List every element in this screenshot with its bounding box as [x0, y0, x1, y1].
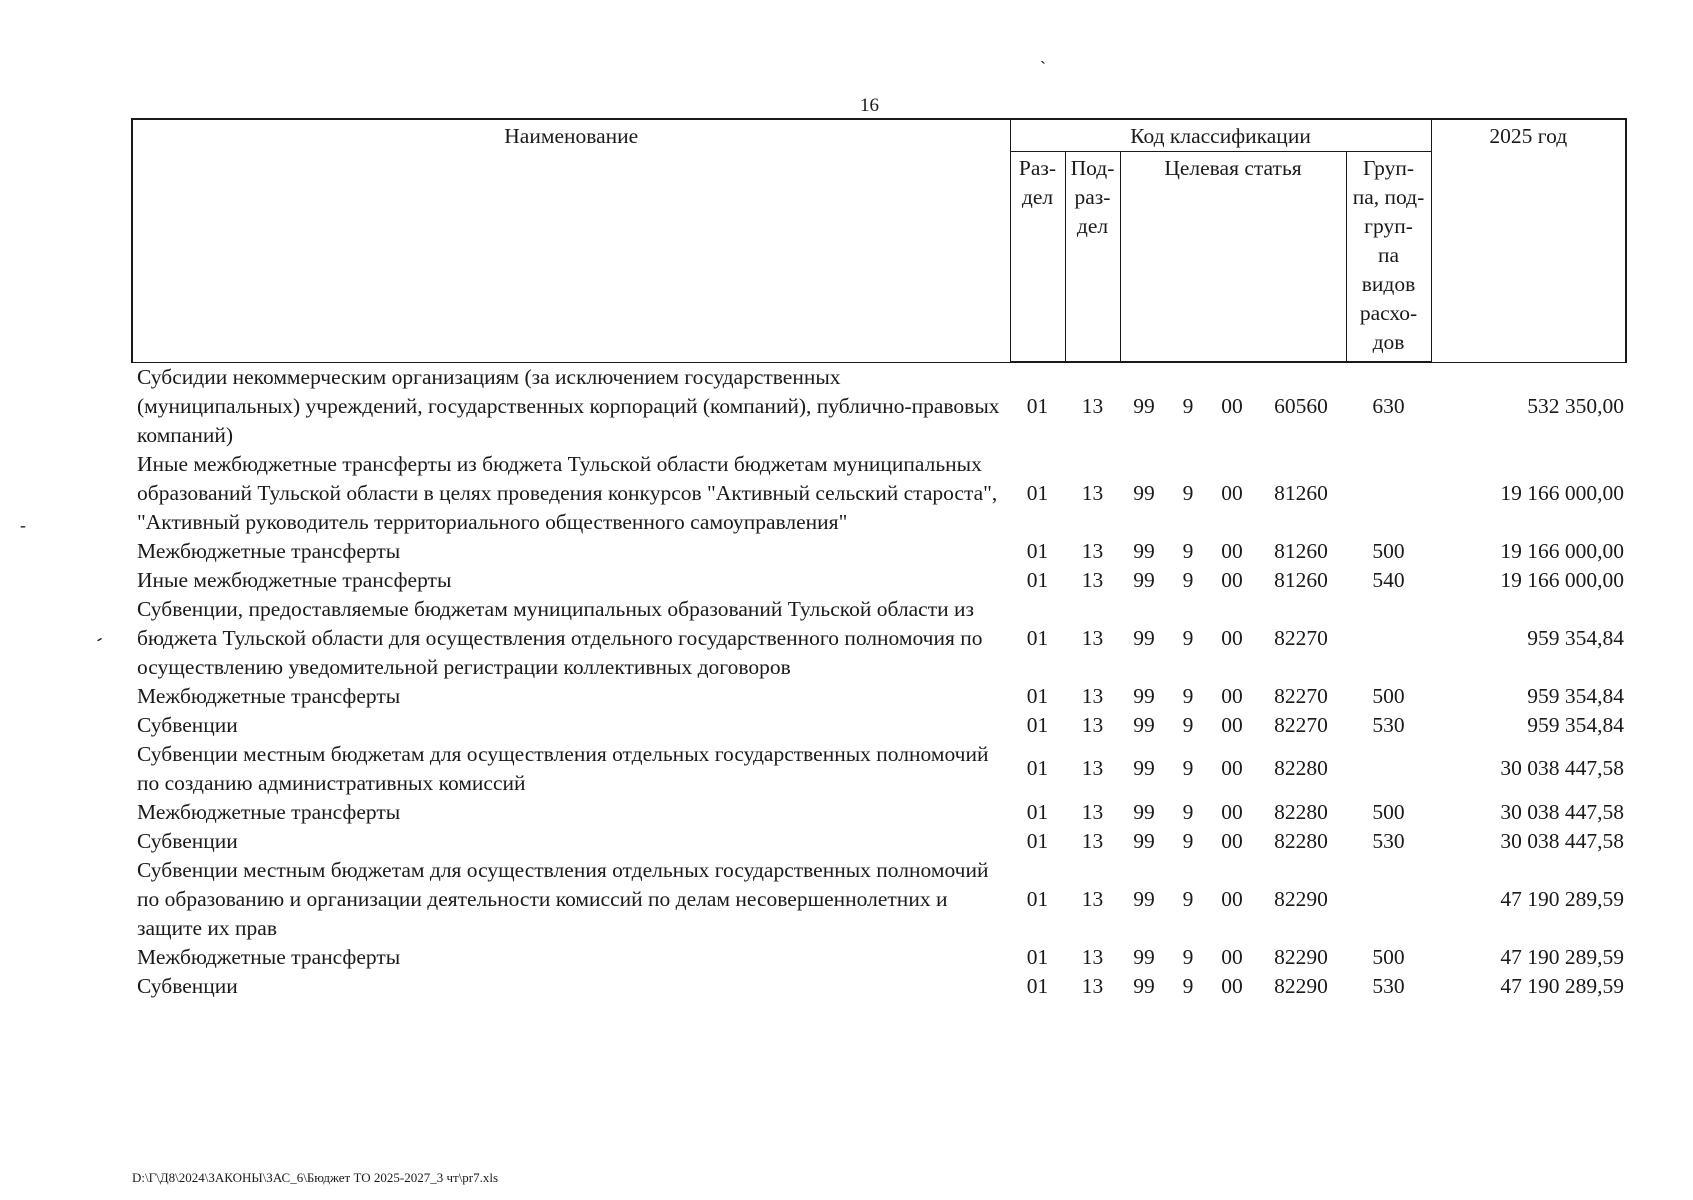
header-podrazdel: Под- раз- дел: [1065, 152, 1120, 363]
row-target-subprogram: 9: [1182, 828, 1194, 853]
row-target-direction: 00: [1221, 973, 1243, 998]
row-podrazdel: 13: [1081, 944, 1104, 969]
table-row: [132, 827, 1626, 856]
row-expense-group: [1346, 595, 1431, 682]
header-razdel: Раз- дел: [1010, 152, 1065, 363]
budget-table: [131, 118, 1627, 1001]
row-razdel: 01: [1026, 393, 1049, 418]
row-name: Иные межбюджетные трансферты: [137, 567, 452, 592]
row-target-code: 82270: [1274, 683, 1328, 708]
table-row: [132, 943, 1626, 972]
table-row: [132, 362, 1626, 450]
header-name: Наименование: [132, 119, 1010, 362]
row-amount: 47 190 289,59: [1500, 886, 1625, 911]
row-target-direction: 00: [1221, 886, 1243, 911]
row-podrazdel: 13: [1081, 886, 1104, 911]
row-podrazdel: 13: [1081, 683, 1104, 708]
row-expense-group: 530: [1372, 828, 1405, 853]
row-expense-group: 500: [1372, 799, 1405, 824]
row-name: Субвенции местным бюджетам для осуществления отдельных государственных полномочий по созданию административных комиссий: [137, 741, 989, 795]
table-body: [132, 362, 1626, 1001]
row-target-code: 82270: [1274, 625, 1328, 650]
row-podrazdel: 13: [1081, 538, 1104, 563]
row-podrazdel: 13: [1081, 756, 1104, 780]
row-expense-group: 540: [1372, 567, 1405, 592]
row-target-program: 99: [1133, 480, 1155, 505]
row-name: Субсидии некоммерческим организациям (за исключением государственных (муниципальных) учреждений, государственных корпораций (компаний), публично-правовых компаний): [137, 364, 1000, 447]
row-podrazdel: 13: [1081, 567, 1104, 592]
table-row: [132, 711, 1626, 740]
row-razdel: 01: [1026, 973, 1049, 998]
row-name: Межбюджетные трансферты: [137, 944, 401, 969]
row-target-subprogram: 9: [1182, 393, 1194, 418]
row-target-program: 99: [1133, 973, 1155, 998]
row-target-program: 99: [1133, 756, 1155, 780]
row-amount: 47 190 289,59: [1500, 944, 1625, 969]
footer-file-path: D:\Г\Д8\2024\ЗАКОНЫ\ЗАС_6\Бюджет ТО 2025-2027_3 чт\pr7.xls: [132, 1170, 499, 1185]
row-name: Субвенции: [137, 712, 238, 737]
row-target-direction: 00: [1221, 944, 1243, 969]
row-razdel: 01: [1026, 886, 1049, 911]
row-amount: 959 354,84: [1527, 683, 1625, 708]
row-target-subprogram: 9: [1182, 944, 1194, 969]
row-name: Субвенции: [137, 828, 238, 853]
row-razdel: 01: [1026, 538, 1049, 563]
row-razdel: 01: [1026, 799, 1049, 824]
row-razdel: 01: [1026, 480, 1049, 505]
row-amount: 19 166 000,00: [1500, 567, 1625, 592]
row-target-code: 82290: [1274, 886, 1328, 911]
row-target-program: 99: [1133, 567, 1155, 592]
row-target-code: 81260: [1274, 480, 1328, 505]
header-target: Целевая статья: [1120, 152, 1346, 363]
row-target-program: 99: [1133, 944, 1155, 969]
row-target-program: 99: [1133, 799, 1155, 824]
row-name: Субвенции, предоставляемые бюджетам муниципальных образований Тульской области из бюджета Тульской области для осуществления отдельного государственного полномочия по осуществлению уведомительной регистрации коллективных договоров: [137, 596, 983, 679]
row-target-direction: 00: [1221, 756, 1243, 780]
row-target-subprogram: 9: [1182, 756, 1194, 780]
table-row: [132, 566, 1626, 595]
row-expense-group: 630: [1372, 393, 1405, 418]
row-razdel: 01: [1026, 756, 1049, 780]
row-expense-group: 500: [1372, 538, 1405, 563]
row-razdel: 01: [1026, 828, 1049, 853]
row-target-program: 99: [1133, 538, 1155, 563]
row-target-subprogram: 9: [1182, 886, 1194, 911]
row-amount: 30 038 447,58: [1500, 828, 1625, 853]
row-amount: 959 354,84: [1527, 712, 1625, 737]
row-target-program: 99: [1133, 828, 1155, 853]
row-target-code: 82280: [1274, 799, 1328, 824]
row-expense-group: 500: [1372, 944, 1405, 969]
row-podrazdel: 13: [1081, 625, 1104, 650]
row-razdel: 01: [1026, 567, 1049, 592]
row-target-direction: 00: [1221, 683, 1243, 708]
row-target-direction: 00: [1221, 538, 1243, 563]
row-target-subprogram: 9: [1182, 625, 1194, 650]
table-row: [132, 450, 1626, 537]
row-target-program: 99: [1133, 393, 1155, 418]
row-expense-group: 530: [1372, 712, 1405, 737]
row-target-code: 82270: [1274, 712, 1328, 737]
scan-mark: ˏ: [1040, 44, 1046, 64]
header-year: 2025 год: [1431, 119, 1626, 362]
row-name: Межбюджетные трансферты: [137, 799, 401, 824]
row-expense-group: [1346, 450, 1431, 537]
row-target-subprogram: 9: [1182, 973, 1194, 998]
table-row: [132, 537, 1626, 566]
row-expense-group: 530: [1372, 973, 1405, 998]
row-razdel: 01: [1026, 625, 1049, 650]
row-name: Субвенции местным бюджетам для осуществления отдельных государственных полномочий по образованию и организации деятельности комиссий по делам несовершеннолетних и защите их прав: [137, 857, 989, 940]
row-razdel: 01: [1026, 944, 1049, 969]
row-expense-group: [1346, 856, 1431, 943]
row-target-code: 82280: [1274, 756, 1328, 780]
row-target-subprogram: 9: [1182, 567, 1194, 592]
table-row: [132, 682, 1626, 711]
row-podrazdel: 13: [1081, 799, 1104, 824]
row-target-subprogram: 9: [1182, 683, 1194, 708]
table-header: [132, 119, 1626, 362]
row-amount: 47 190 289,59: [1500, 973, 1625, 998]
row-target-code: 82290: [1274, 973, 1328, 998]
row-target-code: 60560: [1274, 393, 1328, 418]
row-target-direction: 00: [1221, 393, 1243, 418]
row-podrazdel: 13: [1081, 480, 1104, 505]
row-amount: 19 166 000,00: [1500, 538, 1625, 563]
row-podrazdel: 13: [1081, 973, 1104, 998]
row-amount: 30 038 447,58: [1500, 756, 1625, 780]
row-name: Иные межбюджетные трансферты из бюджета Тульской области бюджетам муниципальных образований Тульской области в целях проведения конкурсов "Активный сельский староста", "Активный руководитель территориального общественного самоуправления": [137, 451, 998, 534]
row-podrazdel: 13: [1081, 828, 1104, 853]
row-amount: 19 166 000,00: [1500, 480, 1625, 505]
scan-mark: -: [20, 515, 26, 535]
row-target-direction: 00: [1221, 567, 1243, 592]
row-target-code: 82290: [1274, 944, 1328, 969]
row-target-subprogram: 9: [1182, 538, 1194, 563]
table-row: [132, 972, 1626, 1001]
row-target-program: 99: [1133, 886, 1155, 911]
row-amount: 959 354,84: [1527, 625, 1625, 650]
row-target-code: 81260: [1274, 567, 1328, 592]
row-target-direction: 00: [1221, 799, 1243, 824]
row-expense-group: 500: [1372, 683, 1405, 708]
row-target-subprogram: 9: [1182, 480, 1194, 505]
row-target-subprogram: 9: [1182, 712, 1194, 737]
row-target-code: 81260: [1274, 538, 1328, 563]
table-row: [132, 856, 1626, 943]
row-podrazdel: 13: [1081, 712, 1104, 737]
row-target-program: 99: [1133, 712, 1155, 737]
row-amount: 30 038 447,58: [1500, 799, 1625, 824]
page-number: 16: [860, 95, 879, 116]
row-name: Межбюджетные трансферты: [137, 683, 401, 708]
row-razdel: 01: [1026, 712, 1049, 737]
row-target-direction: 00: [1221, 828, 1243, 853]
row-target-code: 82280: [1274, 828, 1328, 853]
table-row: [132, 740, 1626, 798]
row-podrazdel: 13: [1081, 393, 1104, 418]
scan-mark: -: [91, 627, 107, 649]
row-name: Субвенции: [137, 973, 238, 998]
table-row: [132, 798, 1626, 827]
row-target-direction: 00: [1221, 480, 1243, 505]
row-target-program: 99: [1133, 625, 1155, 650]
row-name: Межбюджетные трансферты: [137, 538, 401, 563]
row-target-direction: 00: [1221, 712, 1243, 737]
row-razdel: 01: [1026, 683, 1049, 708]
row-expense-group: [1346, 740, 1431, 798]
table-row: [132, 595, 1626, 682]
row-amount: 532 350,00: [1527, 393, 1625, 418]
row-target-subprogram: 9: [1182, 799, 1194, 824]
row-target-direction: 00: [1221, 625, 1243, 650]
row-target-program: 99: [1133, 683, 1155, 708]
header-classification: Код классификации: [1010, 119, 1431, 152]
header-group: Груп- па, под- груп- па видов расхо- дов: [1346, 152, 1431, 363]
